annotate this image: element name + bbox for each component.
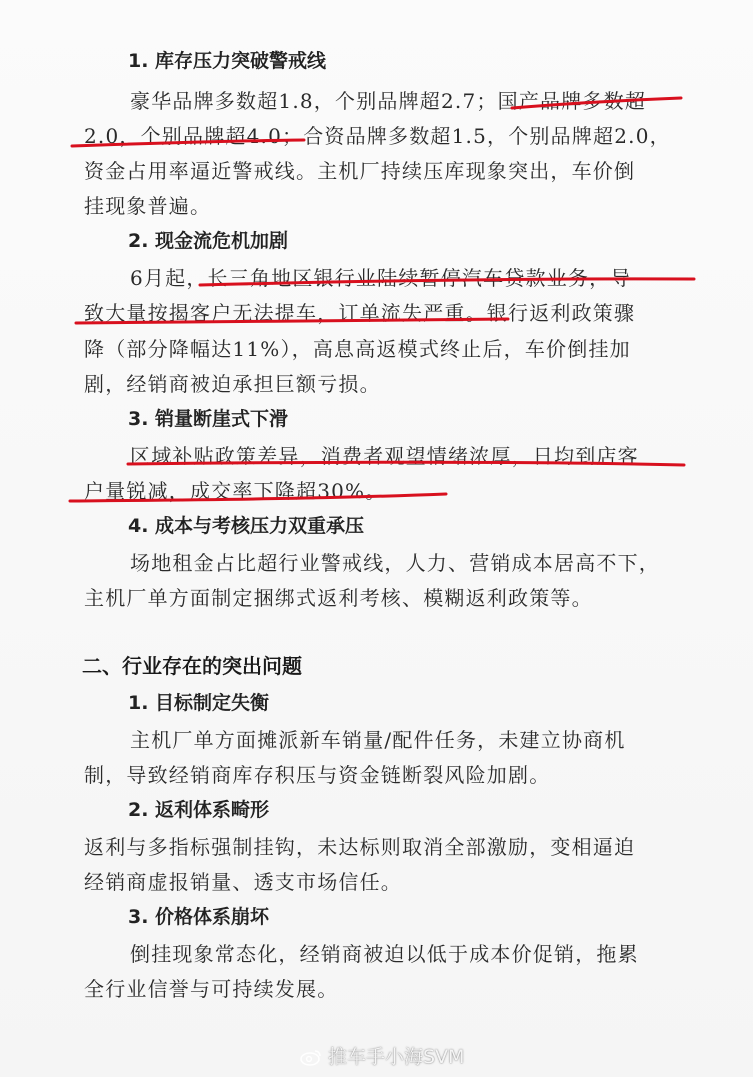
- paragraph-line: 主机厂单方面摊派新车销量/配件任务，未建立协商机: [130, 728, 626, 752]
- heading-cost-pressure: 4. 成本与考核压力双重承压: [128, 515, 365, 537]
- paragraph-line: 区域补贴政策差异，消费者观望情绪浓厚，日均到店客: [130, 444, 639, 468]
- paragraph-line: 挂现象普遍。: [84, 194, 212, 218]
- paragraph-line: 主机厂单方面制定捆绑式返利考核、模糊返利政策等。: [84, 586, 593, 610]
- section-title-industry-problems: 二、行业存在的突出问题: [82, 654, 302, 678]
- heading-sales-decline: 3. 销量断崖式下滑: [128, 408, 289, 430]
- paragraph-line: 制，导致经销商库存积压与资金链断裂风险加剧。: [84, 763, 551, 787]
- paragraph-line: 2.0，个别品牌超4.0；合资品牌多数超1.5，个别品牌超2.0，: [84, 124, 671, 148]
- heading-cashflow-crisis: 2. 现金流危机加剧: [128, 230, 289, 252]
- paragraph-line: 资金占用率逼近警戒线。主机厂持续压库现象突出，车价倒: [84, 159, 636, 183]
- weibo-logo-icon: [300, 1048, 322, 1066]
- heading-price-collapse: 3. 价格体系崩坏: [128, 906, 270, 928]
- paragraph-line: 全行业信誉与可持续发展。: [84, 977, 339, 1001]
- paragraph-line: 6月起，长三角地区银行业陆续暂停汽车贷款业务，导: [130, 266, 632, 290]
- paragraph-line: 豪华品牌多数超1.8，个别品牌超2.7；国产品牌多数超: [130, 89, 647, 113]
- heading-inventory-pressure: 1. 库存压力突破警戒线: [128, 50, 327, 72]
- paragraph-line: 倒挂现象常态化，经销商被迫以低于成本价促销，拖累: [130, 942, 639, 966]
- paragraph-line: 场地租金占比超行业警戒线，人力、营销成本居高不下，: [130, 551, 660, 575]
- paragraph-line: 返利与多指标强制挂钩，未达标则取消全部激励，变相逼迫: [84, 835, 636, 859]
- paragraph-line: 剧，经销商被迫承担巨额亏损。: [84, 372, 381, 396]
- paragraph-line: 户量锐减，成交率下降超30%。: [84, 479, 387, 503]
- watermark: [300, 1042, 464, 1069]
- paragraph-line: 降（部分降幅达11%），高息高返模式终止后，车价倒挂加: [84, 337, 631, 361]
- heading-rebate-system: 2. 返利体系畸形: [128, 799, 270, 821]
- heading-target-imbalance: 1. 目标制定失衡: [128, 692, 270, 714]
- paragraph-line: 致大量按揭客户无法提车，订单流失严重。银行返利政策骤: [84, 301, 636, 325]
- watermark-text: 推车手小海SVM: [328, 1046, 465, 1068]
- paragraph-line: 经销商虚报销量、透支市场信任。: [84, 870, 402, 894]
